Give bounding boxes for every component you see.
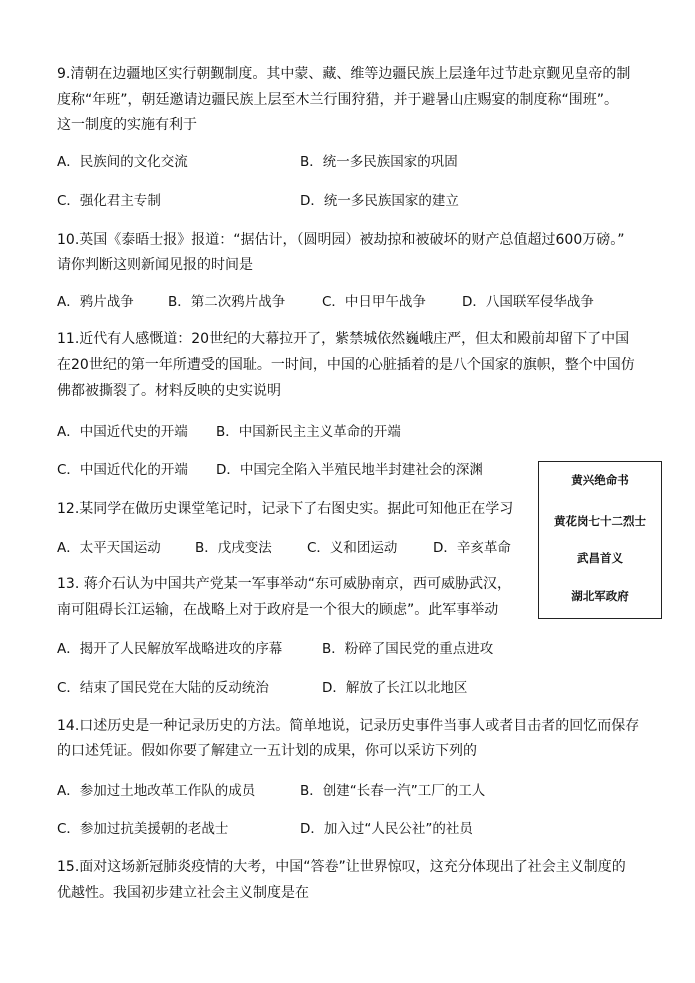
q10-stem-line1: 10.英国《泰晤士报》报道：“据估计，（圆明园）被劫掠和被破坏的财产总值超过600万磅。”	[57, 232, 625, 248]
q10-option-b: B．第二次鸦片战争	[168, 294, 286, 310]
q15-stem-line1: 15.面对这场新冠肺炎疫情的大考，中国“答卷”让世界惊叹，这充分体现出了社会主义制度的	[57, 859, 626, 875]
q9-stem-line3: 这一制度的实施有利于	[57, 117, 197, 133]
q13-stem-line2: 南可阻碍长江运输，在战略上对于政府是一个很大的顾虑”。此军事举动	[57, 602, 499, 618]
q14-option-b: B．创建“长春一汽”工厂的工人	[300, 783, 486, 799]
q13-option-b: B．粉碎了国民党的重点进攻	[322, 641, 494, 657]
q13-option-d: D．解放了长江以北地区	[322, 680, 468, 696]
q11-stem-line3: 佛都被撕裂了。材料反映的史实说明	[57, 383, 281, 399]
q14-stem-line2: 的口述凭证。假如你要了解建立一五计划的成果，你可以采访下列的	[57, 743, 477, 759]
q11-option-a: A．中国近代史的开端	[57, 424, 188, 440]
q11-option-d: D．中国完全陷入半殖民地半封建社会的深渊	[216, 462, 483, 478]
q11-stem-line2: 在20世纪的第一年所遭受的国耻。一时间，中国的心脏插着的是八个国家的旗帜，整个中国仿	[57, 357, 635, 373]
q9-option-c: C．强化君主专制	[57, 193, 161, 209]
q13-option-a: A．揭开了人民解放军战略进攻的序幕	[57, 641, 283, 657]
q9-option-a: A．民族间的文化交流	[57, 154, 188, 170]
q9-stem-line2: 度称“年班”，朝廷邀请边疆民族上层至木兰行围狩猎，并于避暑山庄赐宴的制度称“围班”。	[57, 92, 619, 108]
note-item-2: 黄花岗七十二烈士	[554, 514, 646, 528]
q12-option-b: B．戊戌变法	[195, 540, 272, 556]
q15-stem-line2: 优越性。我国初步建立社会主义制度是在	[57, 885, 309, 901]
note-item-3: 武昌首义	[577, 551, 623, 565]
q12-option-c: C．义和团运动	[307, 540, 398, 556]
q12-stem-line1: 12.某同学在做历史课堂笔记时，记录下了右图史实。据此可知他正在学习	[57, 501, 514, 517]
note-item-1: 黄兴绝命书	[571, 473, 629, 487]
q13-stem-line1: 13. 蒋介石认为中国共产党某一军事举动“东可威胁南京，西可威胁武汉，	[57, 576, 511, 592]
q14-stem-line1: 14.口述历史是一种记录历史的方法。简单地说，记录历史事件当事人或者目击者的回忆而保存	[57, 718, 640, 734]
note-item-4: 湖北军政府	[571, 589, 629, 603]
q9-option-b: B．统一多民族国家的巩固	[300, 154, 458, 170]
q13-option-c: C．结束了国民党在大陆的反动统治	[57, 680, 269, 696]
q11-option-c: C．中国近代化的开端	[57, 462, 188, 478]
q11-option-b: B．中国新民主主义革命的开端	[216, 424, 401, 440]
q12-option-d: D．辛亥革命	[433, 540, 511, 556]
q9-option-d: D．统一多民族国家的建立	[300, 193, 459, 209]
q12-option-a: A．太平天国运动	[57, 540, 161, 556]
q14-option-a: A．参加过土地改革工作队的成员	[57, 783, 256, 799]
q10-option-d: D．八国联军侵华战争	[462, 294, 594, 310]
q10-stem-line2: 请你判断这则新闻见报的时间是	[57, 257, 253, 273]
history-note-box	[538, 461, 662, 619]
q10-option-c: C．中日甲午战争	[322, 294, 426, 310]
q14-option-c: C．参加过抗美援朝的老战士	[57, 821, 229, 837]
q11-stem-line1: 11.近代有人感慨道：20世纪的大幕拉开了，紫禁城依然巍峨庄严，但太和殿前却留下了中国	[57, 331, 630, 347]
q14-option-d: D．加入过“人民公社”的社员	[300, 821, 473, 837]
q9-stem-line1: 9.清朝在边疆地区实行朝觐制度。其中蒙、藏、维等边疆民族上层逢年过节赴京觐见皇帝的制	[57, 66, 631, 82]
q10-option-a: A．鸦片战争	[57, 294, 134, 310]
